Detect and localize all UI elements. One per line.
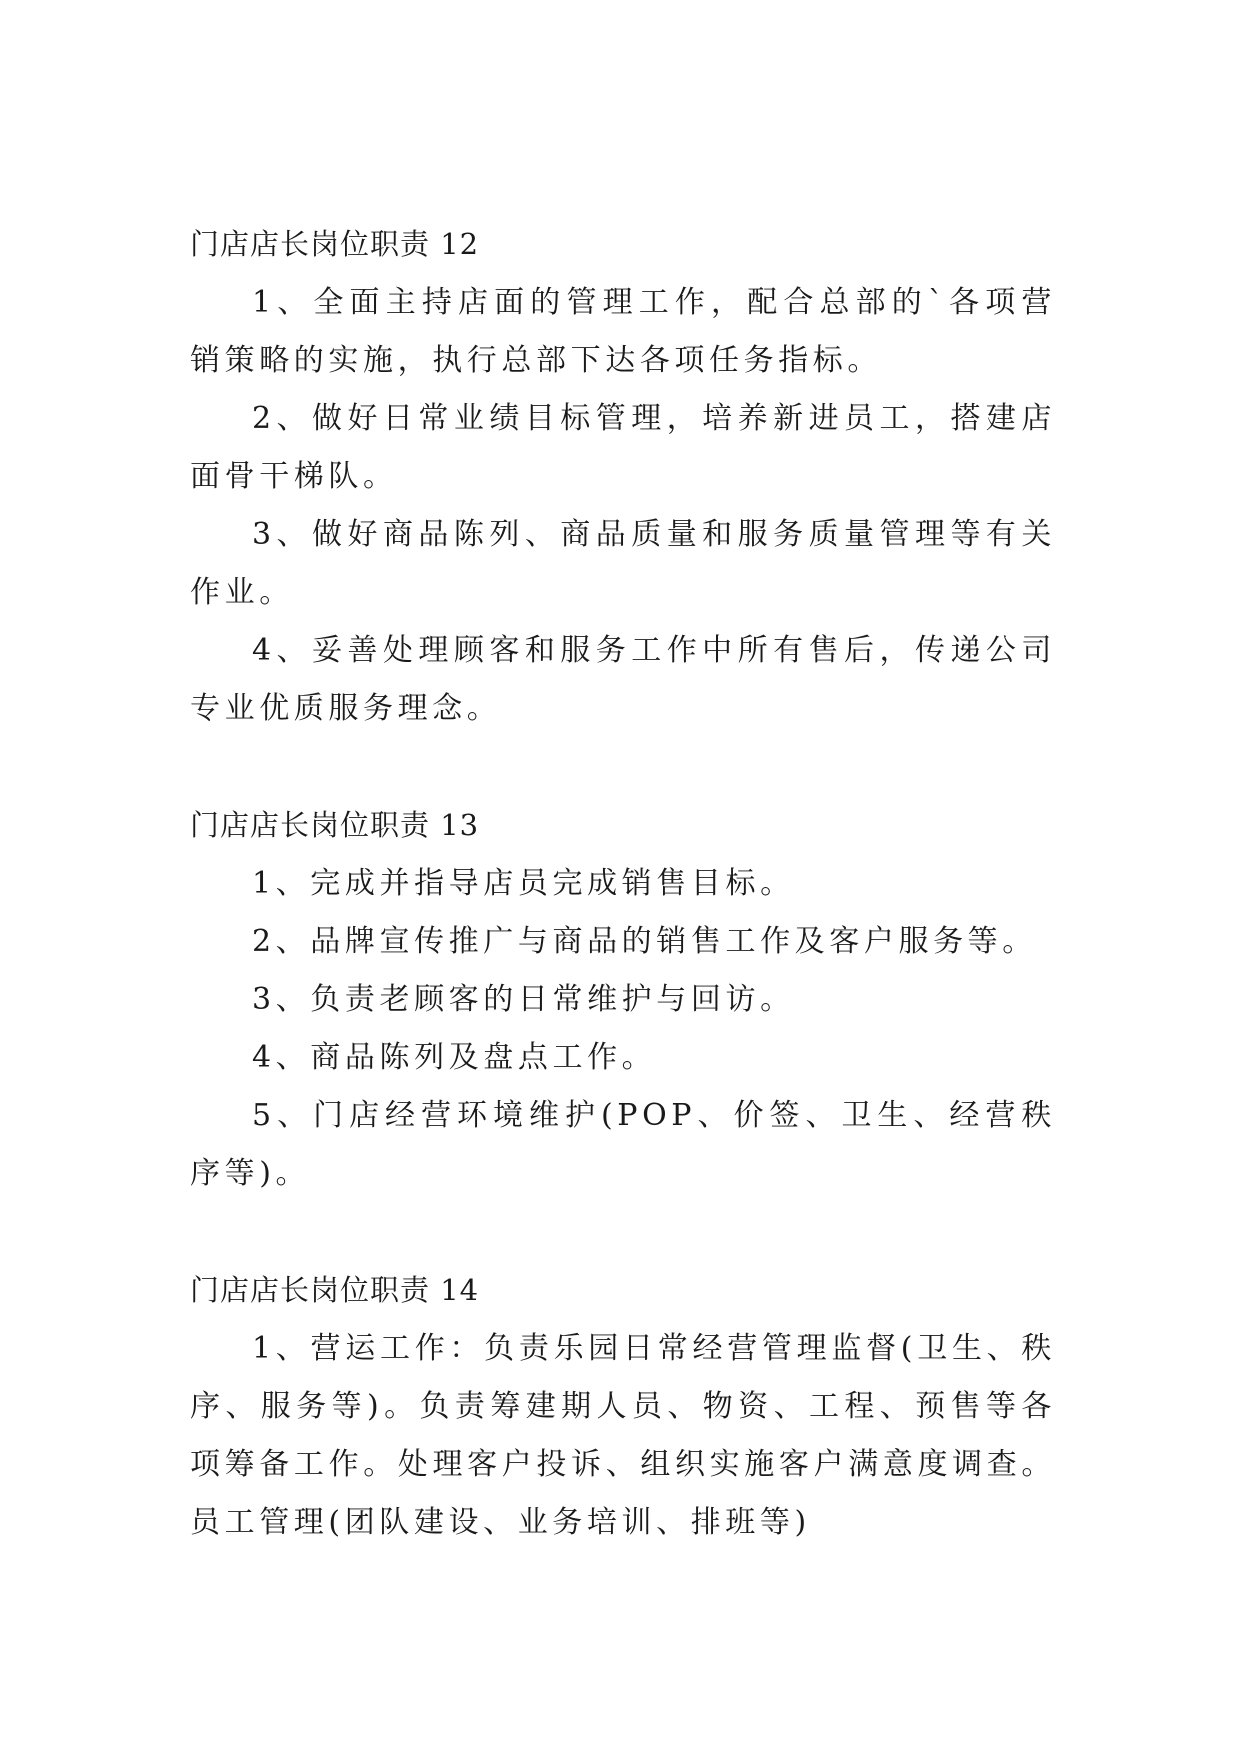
section-13 xyxy=(190,796,1056,1203)
document-page xyxy=(190,215,1056,1552)
list-item: 4、商品陈列及盘点工作。 xyxy=(252,1040,657,1075)
list-item: 3、负责老顾客的日常维护与回访。 xyxy=(252,982,795,1017)
list-item: 4、妥善处理顾客和服务工作中所有售后，传递公司专业优质服务理念。 xyxy=(190,633,1056,726)
list-item: 2、做好日常业绩目标管理，培养新进员工，搭建店面骨干梯队。 xyxy=(190,401,1056,494)
section-heading: 门店店长岗位职责 13 xyxy=(190,808,480,842)
section-12 xyxy=(190,215,1056,738)
section-14 xyxy=(190,1261,1056,1552)
list-item: 3、做好商品陈列、商品质量和服务质量管理等有关作业。 xyxy=(190,517,1056,610)
list-item: 2、品牌宣传推广与商品的销售工作及客户服务等。 xyxy=(252,924,1037,959)
list-item: 5、门店经营环境维护(POP、价签、卫生、经营秩序等)。 xyxy=(190,1098,1056,1191)
section-heading: 门店店长岗位职责 12 xyxy=(190,227,480,261)
list-item: 1、完成并指导店员完成销售目标。 xyxy=(252,866,795,901)
section-heading: 门店店长岗位职责 14 xyxy=(190,1273,480,1307)
list-item: 1、营运工作：负责乐园日常经营管理监督(卫生、秩序、服务等)。负责筹建期人员、物资、工程、预售等各项筹备工作。处理客户投诉、组织实施客户满意度调查。员工管理(团队建设、业务培训、排班等) xyxy=(190,1331,1056,1540)
list-item: 1、全面主持店面的管理工作，配合总部的`各项营销策略的实施，执行总部下达各项任务指标。 xyxy=(190,285,1056,378)
